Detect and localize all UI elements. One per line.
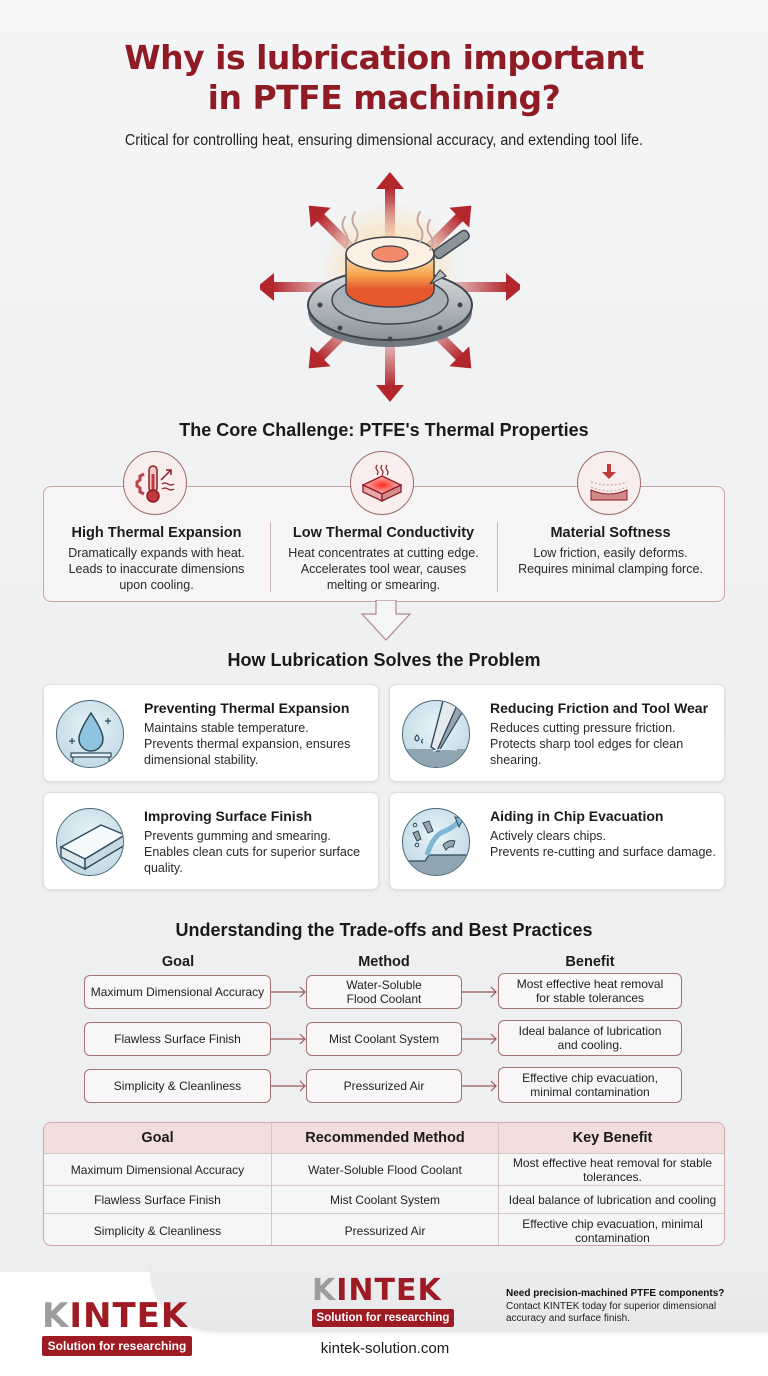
logo-wordmark	[312, 1273, 454, 1308]
card-desc-line: Actively clears chips.	[490, 829, 607, 843]
card-desc-line: Reduces cutting pressure friction.	[490, 721, 676, 735]
arrow-right-icon	[271, 1080, 307, 1092]
solution-card-thermal	[43, 684, 379, 782]
table-cell: Flawless Surface Finish	[94, 1192, 221, 1207]
solution-card-chips	[389, 792, 725, 890]
chip-evacuation-icon	[402, 808, 470, 876]
core-desc-line: Requires minimal clamping force.	[518, 562, 703, 576]
kintek-logo-left[interactable]	[42, 1296, 192, 1356]
card-title: Aiding in Chip Evacuation	[490, 808, 664, 824]
water-drop-icon	[56, 700, 124, 768]
flow-benefit-line: Effective chip evacuation,	[522, 1071, 658, 1085]
table-cell: Mist Coolant System	[271, 1186, 498, 1213]
card-desc-line: Maintains stable temperature.	[144, 721, 309, 735]
logo-k: K	[42, 1296, 70, 1336]
table-cell: Pressurized Air	[271, 1214, 498, 1246]
table-header-row	[44, 1123, 725, 1153]
core-desc-line: upon cooling.	[119, 578, 194, 592]
card-desc-line: Prevents gumming and smearing.	[144, 829, 331, 843]
arrow-right-icon	[462, 1080, 498, 1092]
flow-goal: Simplicity & Cleanliness	[84, 1069, 271, 1103]
solutions-title: How Lubrication Solves the Problem	[227, 650, 541, 670]
core-desc-line: Low friction, easily deforms.	[533, 546, 688, 560]
card-title: Reducing Friction and Tool Wear	[490, 700, 709, 716]
logo-wordmark	[42, 1296, 192, 1336]
table-cell: Water-Soluble Flood Coolant	[271, 1154, 498, 1185]
cta-text: Contact KINTEK today for superior dimensional accuracy and surface finish.	[506, 1301, 717, 1324]
card-desc	[144, 828, 374, 876]
table-cell: Simplicity & Cleanliness	[93, 1223, 222, 1238]
flow-method: Mist Coolant System	[306, 1022, 462, 1056]
page-subtitle: Critical for controlling heat, ensuring dimensional accuracy, and extending tool life.	[124, 132, 644, 149]
table-cell: Ideal balance of lubrication and cooling	[498, 1186, 725, 1213]
flow-benefit	[498, 1020, 682, 1056]
table-cell: Maximum Dimensional Accuracy	[70, 1162, 245, 1177]
core-desc-line: Leads to inaccurate dimensions	[68, 562, 245, 576]
website-link[interactable]: kintek-solution.com	[320, 1340, 450, 1357]
core-item-desc	[43, 545, 270, 593]
table-header-method: Recommended Method	[271, 1123, 498, 1153]
flow-benefit-line: for stable tolerances	[535, 991, 645, 1005]
flow-header-goal: Goal	[161, 954, 195, 970]
title-line-1: Why is lubrication important	[124, 38, 644, 77]
logo-k: K	[312, 1273, 337, 1308]
core-item-title: High Thermal Expansion	[71, 525, 242, 541]
table-row	[44, 1153, 725, 1185]
flow-benefit-line: minimal contamination	[530, 1085, 650, 1099]
table-row	[44, 1185, 725, 1213]
core-item-desc	[497, 545, 724, 577]
flow-benefit	[498, 973, 682, 1009]
flow-benefit-line: Ideal balance of lubrication	[518, 1024, 662, 1038]
cta-title: Need precision-machined PTFE components?	[506, 1288, 725, 1299]
tradeoffs-title: Understanding the Trade-offs and Best Practices	[175, 920, 593, 940]
card-title: Preventing Thermal Expansion	[144, 700, 350, 716]
card-desc-line: Enables clean cuts for superior surface quality.	[144, 845, 361, 875]
flow-benefit	[498, 1067, 682, 1103]
cutting-tool-icon	[402, 700, 470, 768]
title-line-2: in PTFE machining?	[207, 78, 561, 117]
card-title: Improving Surface Finish	[144, 808, 313, 824]
arrow-right-icon	[462, 986, 498, 998]
core-desc-line: Dramatically expands with heat.	[68, 546, 245, 560]
press-deform-icon	[577, 451, 641, 515]
summary-table	[43, 1122, 725, 1246]
table-header-goal: Goal	[141, 1130, 174, 1146]
card-desc-line: Prevents thermal expansion, ensures dimensional stability.	[144, 737, 351, 767]
core-desc-line: melting or smearing.	[326, 578, 441, 592]
core-desc-line: Accelerates tool wear, causes	[300, 562, 467, 576]
core-item-title: Material Softness	[550, 525, 671, 541]
heated-block-icon	[350, 451, 414, 515]
logo-tagline: Solution for researching	[312, 1309, 454, 1327]
flow-goal: Flawless Surface Finish	[84, 1022, 271, 1056]
card-desc	[490, 720, 720, 768]
flow-goal: Maximum Dimensional Accuracy	[84, 975, 271, 1009]
core-item-title: Low Thermal Conductivity	[292, 525, 475, 541]
logo-tagline: Solution for researching	[42, 1336, 192, 1356]
table-cell: Effective chip evacuation, minimal contamination	[498, 1214, 725, 1246]
flow-method-line: Water-Soluble	[346, 978, 422, 992]
smooth-block-icon	[56, 808, 124, 876]
core-challenge-title: The Core Challenge: PTFE's Thermal Properties	[179, 420, 589, 440]
card-desc-line: Prevents re-cutting and surface damage.	[490, 845, 716, 859]
flow-benefit-line: and cooling.	[557, 1038, 623, 1052]
down-arrow-icon	[360, 600, 412, 642]
flow-method-line: Flood Coolant	[346, 992, 422, 1006]
thermometer-gear-icon	[123, 451, 187, 515]
flow-header-benefit: Benefit	[565, 954, 615, 970]
logo-rest: INTEK	[336, 1273, 442, 1308]
arrow-right-icon	[271, 986, 307, 998]
card-desc	[490, 828, 720, 860]
table-cell: Most effective heat removal for stable tolerances.	[498, 1154, 725, 1185]
flow-method: Pressurized Air	[306, 1069, 462, 1103]
flow-method	[306, 975, 462, 1009]
arrow-right-icon	[271, 1033, 307, 1045]
heated-workpiece-icon	[260, 162, 520, 412]
logo-rest: INTEK	[69, 1296, 189, 1336]
table-row	[44, 1213, 725, 1246]
card-desc	[144, 720, 374, 768]
core-item-desc	[270, 545, 497, 593]
solution-card-friction	[389, 684, 725, 782]
core-desc-line: Heat concentrates at cutting edge.	[288, 546, 479, 560]
card-desc-line: Protects sharp tool edges for clean shearing.	[490, 737, 684, 767]
arrow-right-icon	[462, 1033, 498, 1045]
flow-header-method: Method	[358, 954, 410, 970]
kintek-logo-center[interactable]	[312, 1273, 454, 1327]
table-header-benefit: Key Benefit	[498, 1123, 725, 1153]
flow-benefit-line: Most effective heat removal	[516, 977, 664, 991]
solution-card-surface	[43, 792, 379, 890]
page-title	[0, 38, 768, 118]
